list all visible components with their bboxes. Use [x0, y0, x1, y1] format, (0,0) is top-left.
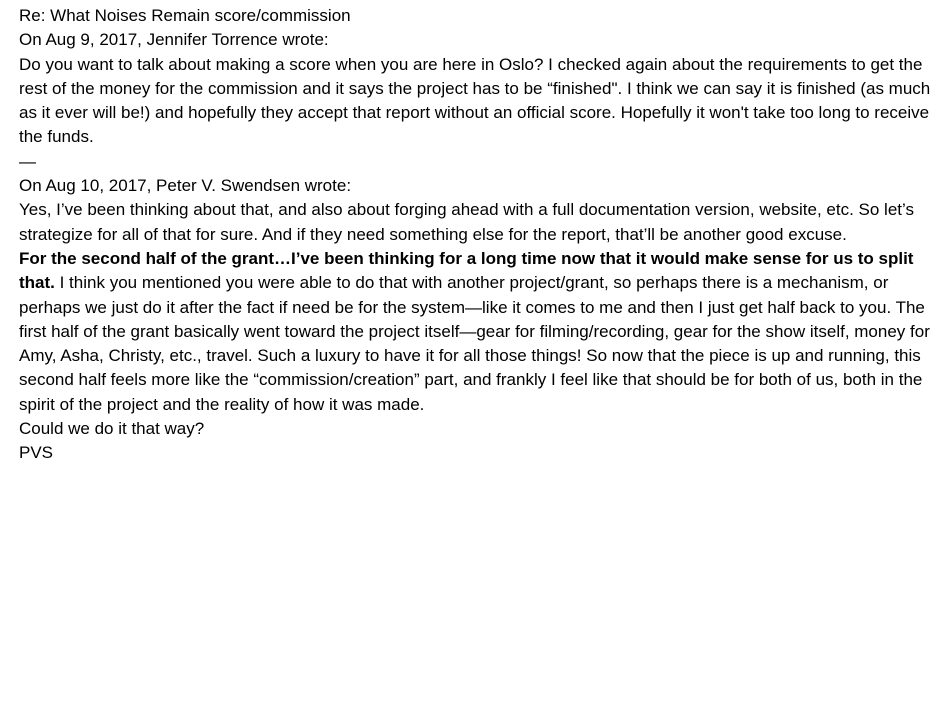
message2-attribution-block	[19, 150, 941, 199]
message2-paragraph-2	[19, 247, 941, 417]
message1-paragraph: Do you want to talk about making a score when you are here in Oslo? I checked again about the requirements to get the rest of the money for the commission and it says the project has to be “finished". I think we can say it is finished (as much as it ever will be!) and hopefully they accept that report without an official score. Hopefully it won't take too long to receive the funds.	[19, 54, 931, 147]
quote-divider-dash: —	[19, 151, 36, 171]
message2-attribution: On Aug 10, 2017, Peter V. Swendsen wrote:	[19, 176, 352, 196]
closing-question: Could we do it that way?	[19, 419, 205, 439]
message2-paragraph-1: Yes, I’ve been thinking about that, and also about forging ahead with a full documentation version, website, etc. So let’s strategize for all of that for sure. And if they need something else for the report, that’ll be another good excuse.	[19, 200, 914, 244]
bold-lead-sentence: For the second half of the grant…I’ve been thinking for a long time now that it would make sense for us to split that.	[19, 248, 914, 293]
subject-line: Re: What Noises Remain score/commission	[19, 6, 351, 25]
signature: PVS	[19, 443, 54, 463]
message1-attribution: On Aug 9, 2017, Jennifer Torrence wrote:	[19, 30, 329, 50]
paragraph-continuation: I think you mentioned you were able to do that with another project/grant, so perhaps there is a mechanism, or perhaps we just do it after the fact if need be for the system—like it comes to me and then I just get half back to you. The first half of the grant basically went toward the project itself—gear for filming/recording, gear for the show itself, money for Amy, Asha, Christy, etc., travel. Such a luxury to have it for all those things! So now that the piece is up and running, this second half feels more like the “commission/creation” part, and frankly I feel like that should be for both of us, both in the spirit of the project and the reality of how it was made.	[19, 273, 930, 414]
